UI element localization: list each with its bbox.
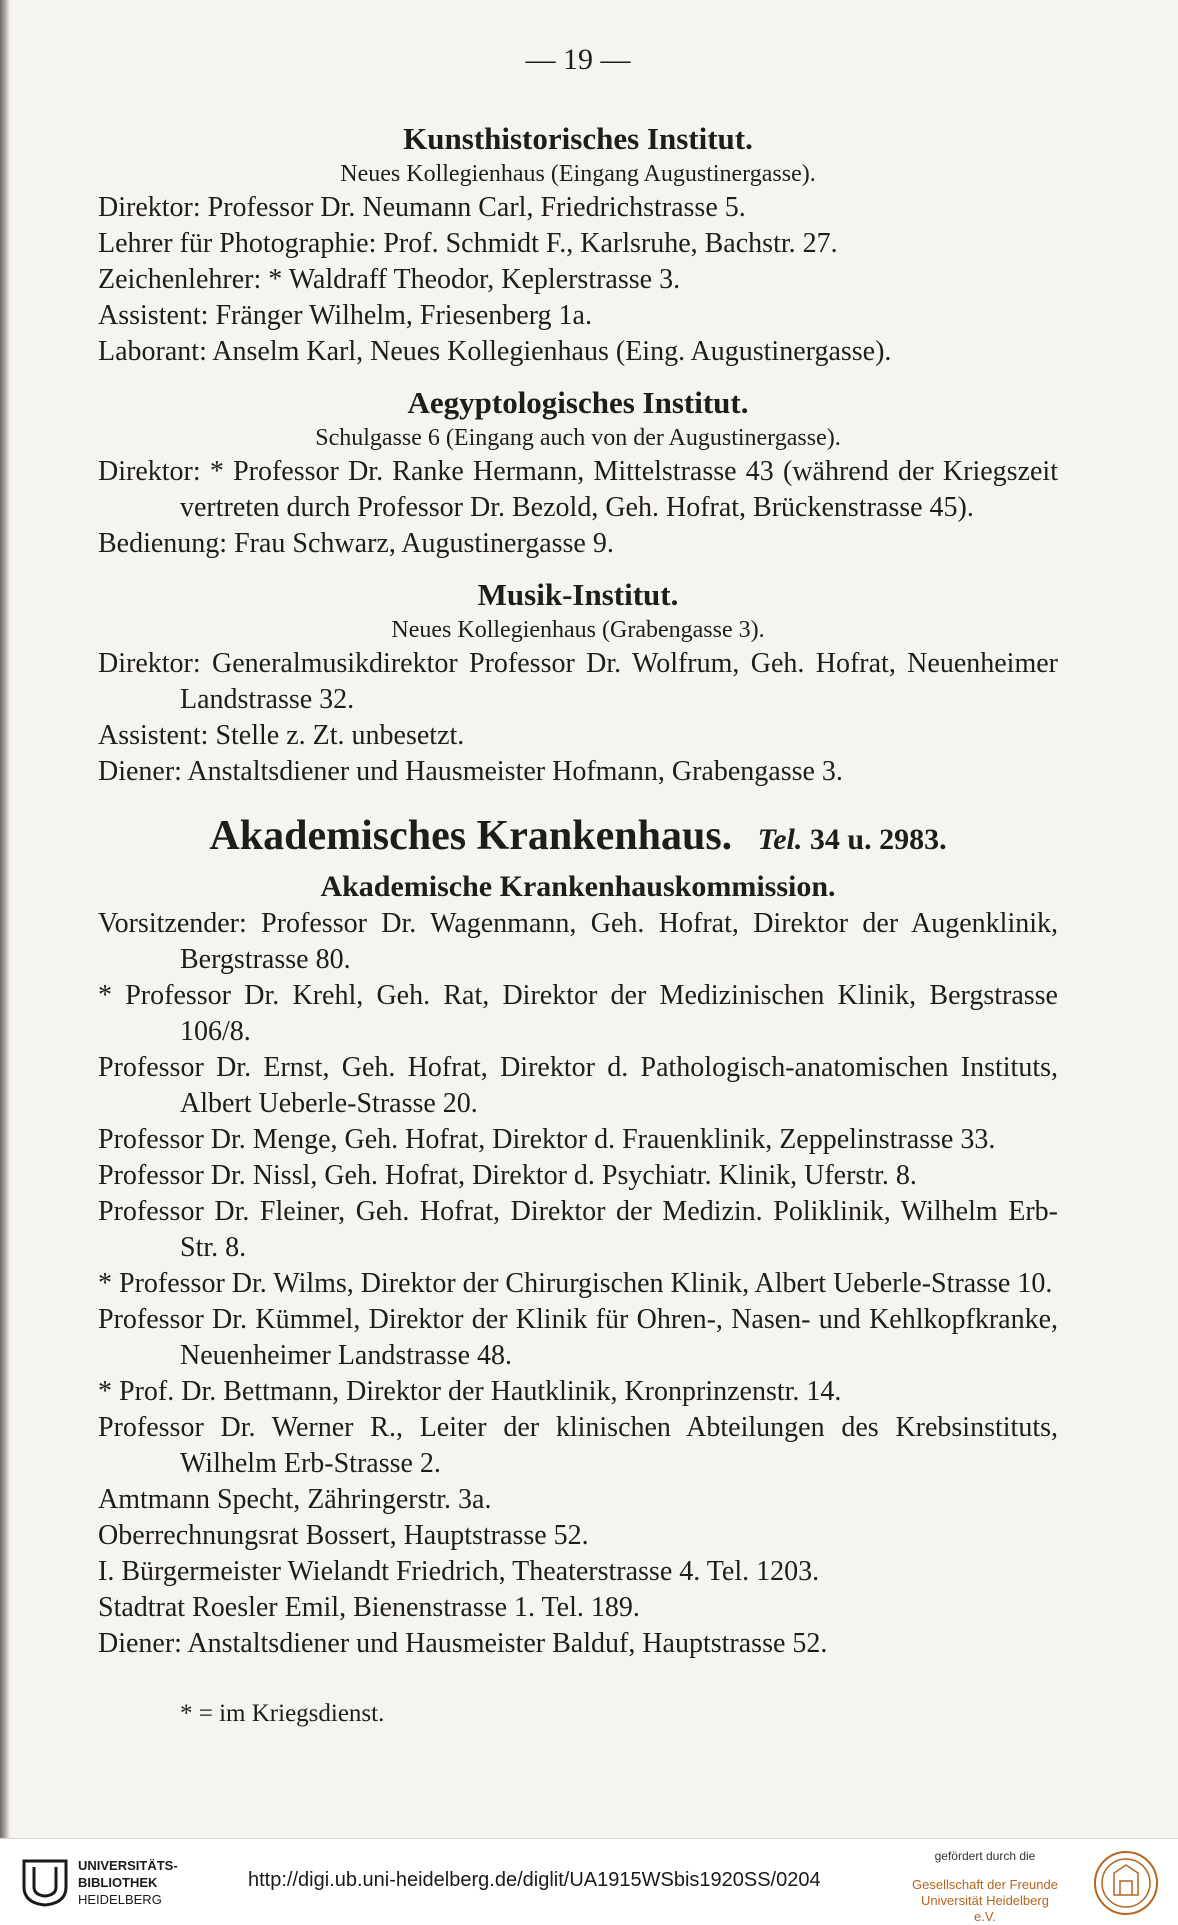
section-address: Schulgasse 6 (Eingang auch von der Augustinergasse).	[315, 425, 841, 451]
entry-line: Stadtrat Roesler Emil, Bienenstrasse 1. Tel. 189.	[98, 1592, 640, 1623]
entry-line: Professor Dr. Ernst, Geh. Hofrat, Direktor d. Pathologisch-anatomischen Instituts, Albert Ueberle-Strasse 20.	[98, 1052, 1058, 1119]
library-name	[78, 1857, 178, 1908]
krankenhaus-title	[98, 808, 1058, 868]
entry-line: * Professor Dr. Wilms, Direktor der Chirurgischen Klinik, Albert Ueberle-Strasse 10.	[98, 1268, 1053, 1299]
krankenhaus-title-text: Akademisches Krankenhaus.	[209, 813, 733, 859]
section-krankenhaus	[98, 808, 1058, 1662]
entry-line: Professor Dr. Fleiner, Geh. Hofrat, Direktor der Medizin. Poliklinik, Wilhelm Erb-Str. 8.	[98, 1196, 1058, 1263]
entry-line: Assistent: Fränger Wilhelm, Friesenberg 1a.	[98, 300, 592, 331]
page-binding-edge	[0, 0, 10, 1838]
entry-line: I. Bürgermeister Wielandt Friedrich, Theaterstrasse 4. Tel. 1203.	[98, 1556, 820, 1587]
page-content	[98, 36, 1058, 1732]
section-musik	[98, 576, 1058, 790]
entry-line: Vorsitzender: Professor Dr. Wagenmann, Geh. Hofrat, Direktor der Augenklinik, Bergstrasse 80.	[98, 908, 1058, 975]
section-kunsthistorisches	[98, 120, 1058, 370]
entry-line: * Prof. Dr. Bettmann, Direktor der Hautklinik, Kronprinzenstr. 14.	[98, 1376, 842, 1407]
entry-line: Professor Dr. Werner R., Leiter der klinischen Abteilungen des Krebsinstituts, Wilhelm Erb-Strasse 2.	[98, 1412, 1058, 1479]
sponsor-block	[912, 1849, 1058, 1925]
university-seal-icon	[1092, 1849, 1160, 1917]
section-title: Kunsthistorisches Institut.	[403, 121, 753, 156]
entry-line: Oberrechnungsrat Bossert, Hauptstrasse 52.	[98, 1520, 589, 1551]
footnote: * = im Kriegsdienst.	[180, 1700, 385, 1727]
section-address: Neues Kollegienhaus (Eingang Augustinergasse).	[340, 161, 816, 187]
entry-line: Direktor: * Professor Dr. Ranke Hermann, Mittelstrasse 43 (während der Kriegszeit vertreten durch Professor Dr. Bezold, Geh. Hofrat, Brückenstrasse 45).	[98, 456, 1058, 523]
entry-line: Lehrer für Photographie: Prof. Schmidt F., Karlsruhe, Bachstr. 27.	[98, 228, 838, 259]
entry-line: Professor Dr. Nissl, Geh. Hofrat, Direktor d. Psychiatr. Klinik, Uferstr. 8.	[98, 1160, 917, 1191]
library-name-line: HEIDELBERG	[78, 1892, 162, 1907]
krankenhaus-telephone	[743, 823, 947, 856]
entry-line: Zeichenlehrer: * Waldraff Theodor, Keplerstrasse 3.	[98, 264, 681, 295]
entry-line: Diener: Anstaltsdiener und Hausmeister Hofmann, Grabengasse 3.	[98, 756, 843, 787]
entry-line: Diener: Anstaltsdiener und Hausmeister Balduf, Hauptstrasse 52.	[98, 1628, 828, 1659]
library-name-line: BIBLIOTHEK	[78, 1875, 158, 1890]
library-logo-icon	[20, 1857, 70, 1909]
sponsor-name-line: Gesellschaft der Freunde	[912, 1877, 1058, 1892]
tel-numbers: 34 u. 2983.	[809, 823, 947, 856]
entry-line: Amtmann Specht, Zähringerstr. 3a.	[98, 1484, 492, 1515]
commission-title: Akademische Krankenhauskommission.	[320, 870, 836, 903]
sponsor-name-line: Universität Heidelberg e.V.	[921, 1893, 1049, 1924]
section-title: Musik-Institut.	[477, 577, 679, 612]
entry-line: Bedienung: Frau Schwarz, Augustinergasse 9.	[98, 528, 614, 559]
entry-line: Professor Dr. Menge, Geh. Hofrat, Direktor d. Frauenklinik, Zeppelinstrasse 33.	[98, 1124, 996, 1155]
section-address: Neues Kollegienhaus (Grabengasse 3).	[391, 617, 765, 643]
entry-line: Direktor: Generalmusikdirektor Professor Dr. Wolfrum, Geh. Hofrat, Neuenheimer Landstrasse 32.	[98, 648, 1058, 715]
library-name-line: UNIVERSITÄTS-	[78, 1858, 178, 1873]
page-number: — 19 —	[525, 43, 631, 76]
entry-line: Assistent: Stelle z. Zt. unbesetzt.	[98, 720, 465, 751]
entry-line: Professor Dr. Kümmel, Direktor der Klinik für Ohren-, Nasen- und Kehlkopfkranke, Neuenheimer Landstrasse 48.	[98, 1304, 1058, 1371]
footer-bar	[0, 1838, 1178, 1925]
permalink-url[interactable]: http://digi.ub.uni-heidelberg.de/diglit/UA1915WSbis1920SS/0204	[248, 1869, 821, 1891]
entry-line: Laborant: Anselm Karl, Neues Kollegienhaus (Eing. Augustinergasse).	[98, 336, 892, 367]
entry-line: Direktor: Professor Dr. Neumann Carl, Friedrichstrasse 5.	[98, 192, 746, 223]
entry-line: * Professor Dr. Krehl, Geh. Rat, Direktor der Medizinischen Klinik, Bergstrasse 106/8.	[98, 980, 1058, 1047]
sponsor-label: gefördert durch die	[934, 1849, 1036, 1863]
section-title: Aegyptologisches Institut.	[407, 385, 749, 420]
tel-label: Tel.	[757, 823, 803, 856]
section-aegyptologisches	[98, 384, 1058, 562]
